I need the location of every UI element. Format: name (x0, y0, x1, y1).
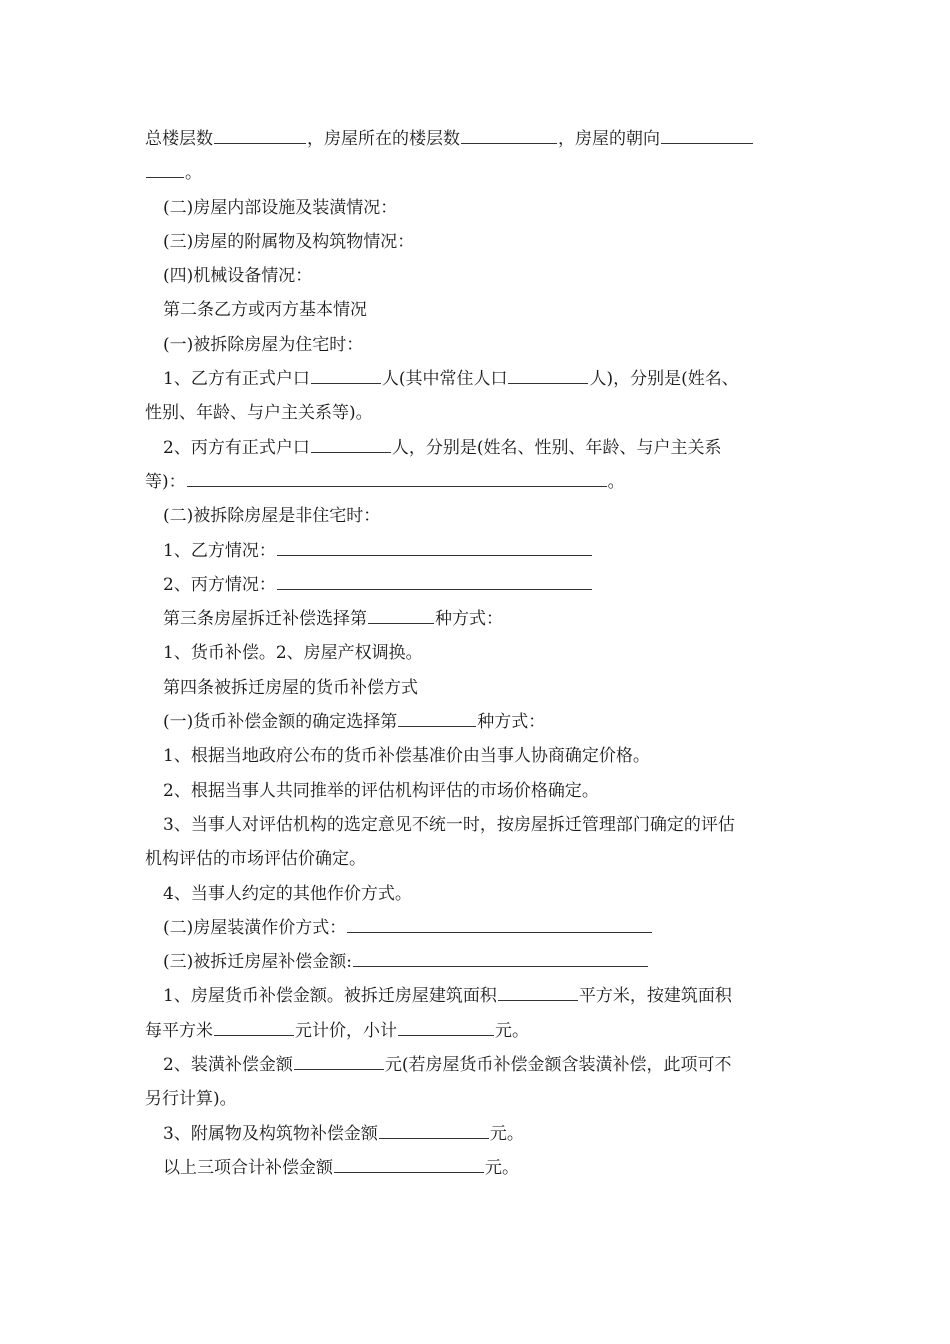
text-line (145, 191, 810, 225)
text-segment: 人(其中常住人口 (381, 369, 508, 390)
text-segment: 以上三项合计补偿金额 (163, 1157, 333, 1178)
text-segment: (四)机械设备情况： (163, 266, 313, 287)
text-line (145, 122, 810, 156)
text-segment: 等)： (145, 471, 186, 492)
text-segment: 3、附属物及构筑物补偿金额 (163, 1123, 378, 1144)
text-segment: 3、当事人对评估机构的选定意见不统一时，按房屋拆迁管理部门确定的评估 (163, 814, 735, 835)
fill-in-blank[interactable] (347, 918, 652, 933)
document-body (145, 122, 810, 1185)
text-segment: 平方米，按建筑面积 (578, 986, 732, 1007)
fill-in-blank[interactable] (277, 575, 592, 590)
text-segment: 2、丙方情况： (163, 574, 276, 595)
text-line (145, 945, 810, 979)
text-line (145, 1014, 810, 1048)
text-segment: (二)被拆除房屋是非住宅时： (163, 506, 381, 527)
fill-in-blank[interactable] (214, 129, 306, 144)
text-segment: (三)被拆迁房屋补偿金额: (163, 952, 352, 973)
fill-in-blank[interactable] (214, 1021, 294, 1036)
text-line (145, 739, 810, 773)
text-line (145, 877, 810, 911)
text-segment: 种方式： (477, 712, 546, 733)
text-line (145, 1151, 810, 1185)
text-segment: 性别、年龄、与户主关系等)。 (145, 403, 373, 424)
text-line (145, 568, 810, 602)
text-segment: 。 (185, 163, 202, 184)
fill-in-blank[interactable] (379, 1124, 489, 1139)
fill-in-blank[interactable] (277, 541, 592, 556)
text-segment: 种方式： (435, 609, 503, 630)
fill-in-blank[interactable] (334, 1158, 484, 1173)
text-segment: 元(若房屋货币补偿金额含装潢补偿，此项可不 (384, 1055, 732, 1076)
text-segment: 。 (607, 471, 625, 492)
text-line (145, 156, 810, 190)
text-line (145, 979, 810, 1013)
text-segment: 1、根据当地政府公布的货币补偿基准价由当事人协商确定价格。 (163, 746, 650, 767)
fill-in-blank[interactable] (398, 712, 476, 727)
text-line (145, 362, 810, 396)
fill-in-blank[interactable] (311, 438, 391, 453)
text-segment: ，房屋的朝向 (558, 129, 660, 149)
text-line (145, 842, 810, 876)
text-line (145, 911, 810, 945)
text-segment: 每平方米 (145, 1020, 213, 1041)
text-segment: 1、乙方情况： (163, 540, 276, 561)
text-segment: (二)房屋内部设施及装潢情况： (163, 197, 398, 218)
text-segment: ，房屋所在的楼层数 (307, 129, 460, 149)
text-segment: (一)被拆除房屋为住宅时： (163, 334, 364, 355)
text-segment: 元。 (485, 1157, 519, 1178)
fill-in-blank[interactable] (508, 369, 588, 384)
text-line (145, 465, 810, 499)
text-line (145, 808, 810, 842)
text-line (145, 1048, 810, 1082)
text-segment: (二)房屋装潢作价方式： (163, 917, 347, 938)
text-segment: 人，分别是(姓名、性别、年龄、与户主关系 (391, 437, 722, 458)
text-line (145, 534, 810, 568)
fill-in-blank[interactable] (398, 1021, 494, 1036)
fill-in-blank[interactable] (461, 129, 557, 144)
text-segment: 4、当事人约定的其他作价方式。 (163, 883, 412, 904)
text-line (145, 328, 810, 362)
text-segment: 另行计算)。 (145, 1089, 237, 1110)
text-segment: 元计价，小计 (295, 1020, 397, 1041)
text-segment: 第四条被拆迁房屋的货币补偿方式 (163, 677, 418, 698)
text-line (145, 774, 810, 808)
text-line (145, 225, 810, 259)
text-line (145, 431, 810, 465)
text-segment: 2、根据当事人共同推举的评估机构评估的市场价格确定。 (163, 780, 599, 801)
text-segment: 总楼层数 (145, 129, 213, 149)
text-segment: 第二条乙方或丙方基本情况 (163, 300, 367, 321)
text-segment: 2、装潢补偿金额 (163, 1055, 293, 1076)
text-segment: 1、货币补偿。2、房屋产权调换。 (163, 643, 423, 664)
text-line (145, 499, 810, 533)
text-line (145, 1117, 810, 1151)
fill-in-blank[interactable] (368, 609, 434, 624)
text-segment: 机构评估的市场评估价确定。 (145, 849, 366, 870)
text-line (145, 705, 810, 739)
fill-in-blank[interactable] (294, 1055, 384, 1070)
text-segment: 元。 (495, 1020, 529, 1041)
fill-in-blank[interactable] (661, 129, 753, 144)
text-segment: 1、乙方有正式户口 (163, 369, 310, 390)
text-line (145, 1082, 810, 1116)
text-line (145, 602, 810, 636)
text-line (145, 259, 810, 293)
fill-in-blank[interactable] (498, 986, 578, 1001)
text-segment: (三)房屋的附属物及构筑物情况： (163, 231, 415, 252)
text-line (145, 671, 810, 705)
text-line (145, 293, 810, 327)
text-line (145, 396, 810, 430)
fill-in-blank[interactable] (146, 163, 184, 178)
text-line (145, 636, 810, 670)
text-segment: 第三条房屋拆迁补偿选择第 (163, 609, 367, 630)
fill-in-blank[interactable] (353, 952, 648, 967)
fill-in-blank[interactable] (187, 472, 607, 487)
text-segment: 1、房屋货币补偿金额。被拆迁房屋建筑面积 (163, 986, 497, 1007)
text-segment: 2、丙方有正式户口 (163, 437, 310, 458)
fill-in-blank[interactable] (311, 369, 381, 384)
text-segment: (一)货币补偿金额的确定选择第 (163, 712, 398, 733)
text-segment: 人)，分别是(姓名、 (589, 369, 739, 390)
text-segment: 元。 (489, 1123, 524, 1144)
